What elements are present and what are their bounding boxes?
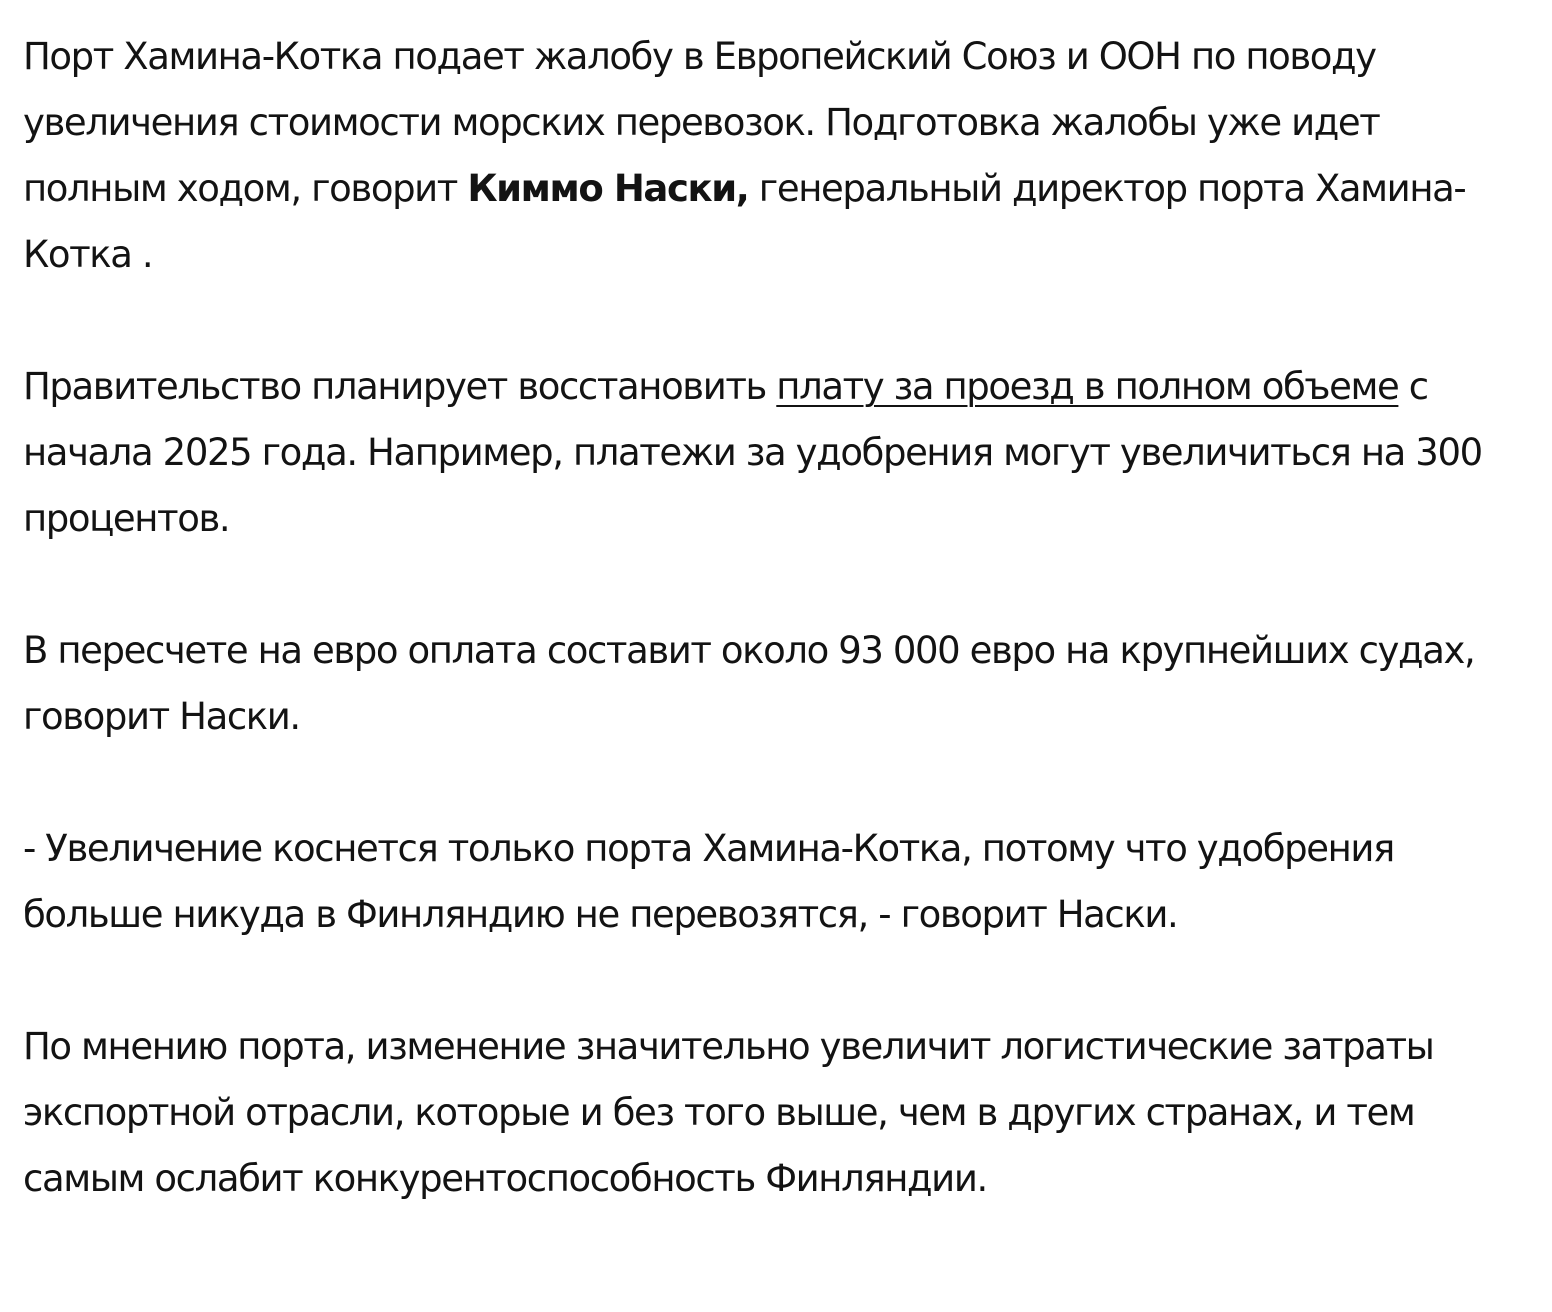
paragraph-complaint-text-end: генеральный директор порта Хамина-Котка . bbox=[23, 167, 1466, 276]
paragraph-fees-text: Правительство планирует восстановить bbox=[23, 365, 777, 408]
paragraph-competitiveness: По мнению порта, изменение значительно увеличит логистические затраты экспортной отрасли, которые и без того выше, чем в других странах, и тем самым ослабит конкурентоспособность Финляндии. bbox=[23, 1025, 1434, 1200]
paragraph-fees-text-end: с начала 2025 года. Например, платежи за удобрения могут увеличиться на 300 процентов. bbox=[23, 365, 1482, 540]
paragraph-complaint-text: Порт Хамина-Котка подает жалобу в Европейский Союз и ООН по поводу увеличения стоимости морских перевозок. Подготовка жалобы уже идет полным ходом, говорит bbox=[23, 35, 1380, 210]
paragraph-quote: - Увеличение коснется только порта Хамина-Котка, потому что удобрения больше никуда в Финляндию не перевозятся, - говорит Наски. bbox=[23, 827, 1394, 936]
person-name: Киммо Наски, bbox=[467, 167, 749, 210]
paragraph-complaint bbox=[23, 24, 1512, 288]
paragraph-fees bbox=[23, 354, 1512, 552]
full-fee-link[interactable]: плату за проезд в полном объеме bbox=[776, 365, 1399, 408]
paragraph-euro-cost: В пересчете на евро оплата составит около 93 000 евро на крупнейших судах, говорит Наски. bbox=[23, 629, 1475, 738]
